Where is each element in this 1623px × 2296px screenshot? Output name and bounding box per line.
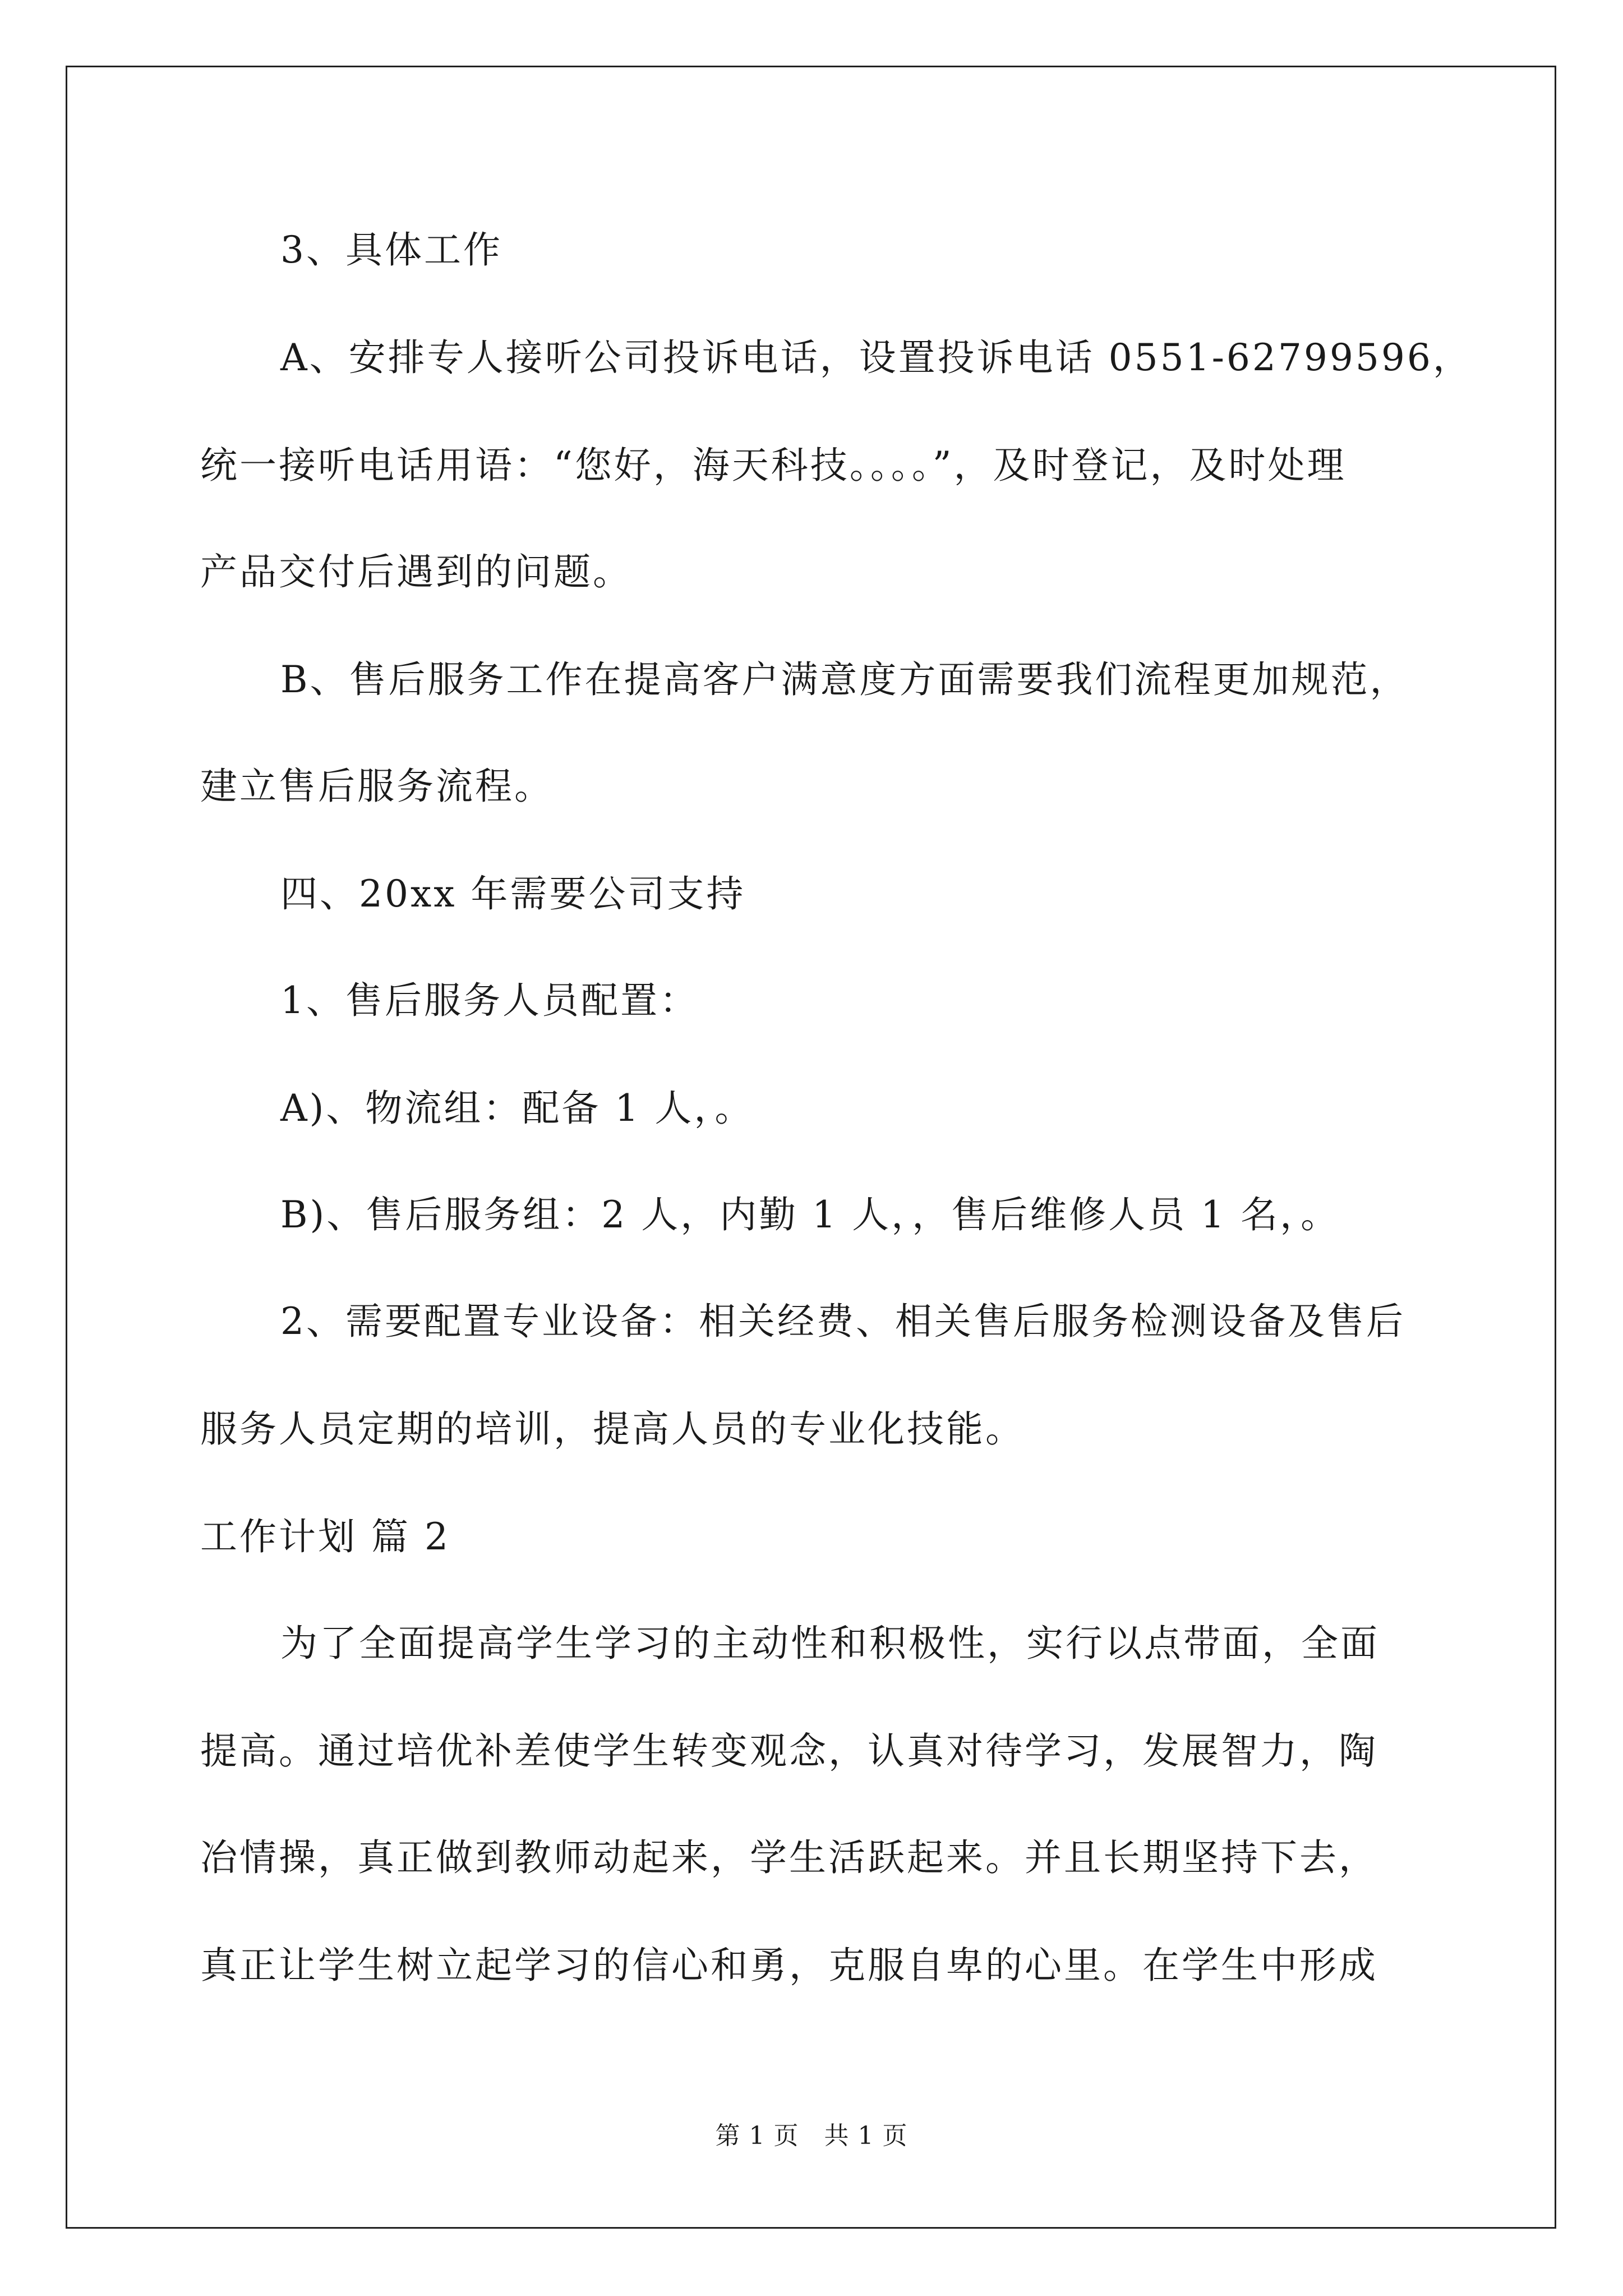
plan2-line-3: 冶情操，真正做到教师动起来，学生活跃起来。并且长期坚持下去， — [200, 1836, 1378, 1879]
logistics-group-line: A)、物流组：配备 1 人，。 — [280, 1087, 754, 1130]
equipment-line-1: 2、需要配置专业设备：相关经费、相关售后服务检测设备及售后 — [280, 1300, 1405, 1343]
section-heading-specific-work: 3、具体工作 — [280, 228, 502, 272]
paragraph-b-line-1: B、售后服务工作在提高客户满意度方面需要我们流程更加规范， — [280, 658, 1409, 701]
page-footer: 第 1 页 共 1 页 — [715, 2122, 908, 2150]
work-plan-heading: 工作计划 篇 2 — [200, 1515, 450, 1558]
plan2-line-1: 为了全面提高学生学习的主动性和积极性，实行以点带面，全面 — [280, 1622, 1380, 1665]
paragraph-a-line-2: 统一接听电话用语：“您好，海天科技。。。。”，及时登记，及时处理 — [200, 444, 1347, 487]
after-sales-group-line: B)、售后服务组：2 人，内勤 1 人，，售后维修人员 1 名，。 — [280, 1193, 1340, 1236]
paragraph-b-line-2: 建立售后服务流程。 — [200, 765, 554, 808]
plan2-line-2: 提高。通过培优补差使学生转变观念，认真对待学习，发展智力，陶 — [200, 1729, 1378, 1773]
paragraph-a-line-1: A、安排专人接听公司投诉电话，设置投诉电话 0551-62799596， — [280, 336, 1472, 379]
page-border — [66, 66, 1556, 2229]
staff-config-heading: 1、售后服务人员配置： — [280, 979, 699, 1022]
equipment-line-2: 服务人员定期的培训，提高人员的专业化技能。 — [200, 1407, 1025, 1451]
section-heading-company-support: 四、20xx 年需要公司支持 — [280, 872, 746, 915]
paragraph-a-line-3: 产品交付后遇到的问题。 — [200, 550, 632, 593]
plan2-line-4: 真正让学生树立起学习的信心和勇，克服自卑的心里。在学生中形成 — [200, 1944, 1378, 1987]
